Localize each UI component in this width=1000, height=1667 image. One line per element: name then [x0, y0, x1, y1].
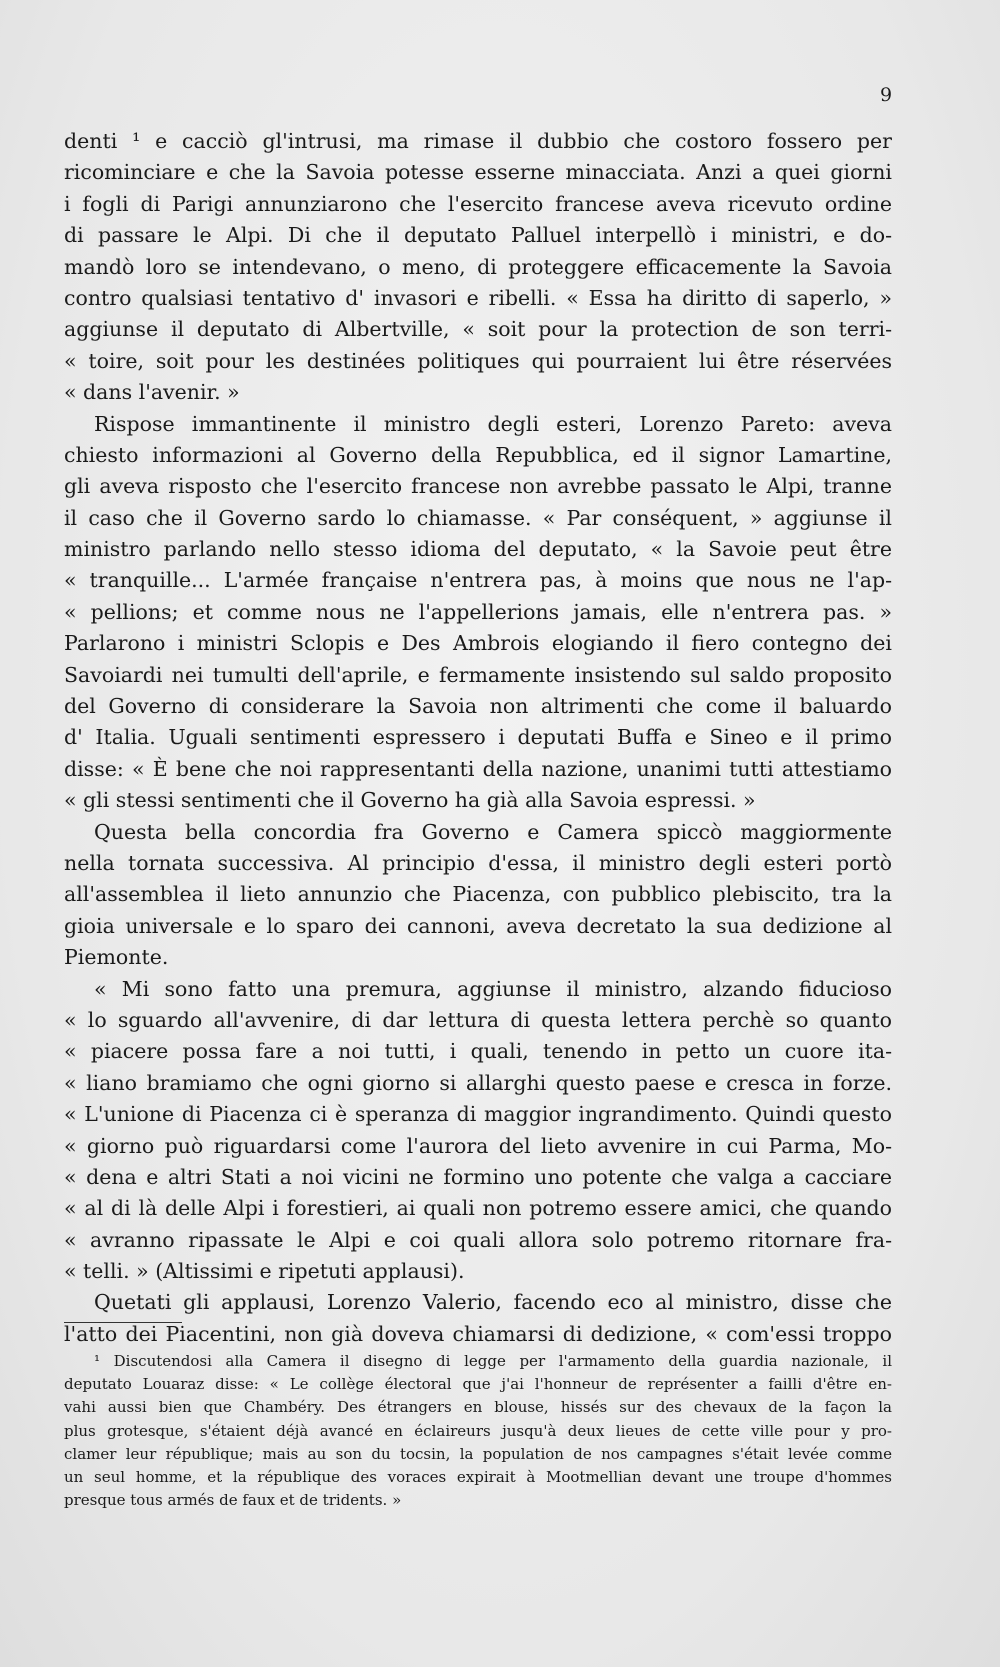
footnote-line: vahi aussi bien que Chambéry. Des étrangers en blouse, hissés sur des chevaux de la façon la — [64, 1398, 892, 1417]
body-line: « dans l'avenir. » — [64, 380, 240, 405]
body-line: « al di là delle Alpi i forestieri, ai quali non potremo essere amici, che quando — [64, 1196, 892, 1221]
body-line: contro qualsiasi tentativo d' invasori e ribelli. « Essa ha diritto di saperlo, » — [64, 285, 892, 310]
body-line: mandò loro se intendevano, o meno, di proteggere efficacemente la Savoia — [64, 254, 892, 279]
body-line: « tranquille... L'armée française n'entrera pas, à moins que nous ne l'ap- — [64, 568, 892, 593]
body-line: Piemonte. — [64, 945, 169, 970]
body-line: Quetati gli applausi, Lorenzo Valerio, facendo eco al ministro, disse che — [94, 1290, 892, 1315]
body-line: ministro parlando nello stesso idioma del deputato, « la Savoie peut être — [64, 537, 892, 562]
footnote-line: ¹ Discutendosi alla Camera il disegno di legge per l'armamento della guardia nazionale, il — [94, 1352, 892, 1370]
body-line: gioia universale e lo sparo dei cannoni, aveva decretato la sua dedizione al — [64, 913, 892, 938]
footnote-line: un seul homme, et la république des voraces expirait à Mootmellian devant une troupe d'hommes — [64, 1467, 892, 1486]
body-line: « giorno può riguardarsi come l'aurora del lieto avvenire in cui Parma, Mo- — [64, 1133, 892, 1158]
body-line: « gli stessi sentimenti che il Governo ha già alla Savoia espressi. » — [64, 788, 756, 813]
body-line: « piacere possa fare a noi tutti, i quali, tenendo in petto un cuore ita- — [64, 1039, 892, 1064]
body-line: « toire, soit pour les destinées politiques qui pourraient lui être réservées — [64, 348, 892, 373]
body-line: d' Italia. Uguali sentimenti espressero i deputati Buffa e Sineo e il primo — [64, 725, 892, 750]
body-line: disse: « È bene che noi rappresentanti della nazione, unanimi tutti attestiamo — [64, 756, 892, 781]
body-line: « pellions; et comme nous ne l'appellerions jamais, elle n'entrera pas. » — [64, 599, 892, 624]
body-line: Parlarono i ministri Sclopis e Des Ambrois elogiando il fiero contegno dei — [64, 631, 892, 656]
body-line: chiesto informazioni al Governo della Repubblica, ed il signor Lamartine, — [64, 442, 892, 467]
footnote-line: clamer leur république; mais au son du tocsin, la population de nos campagnes s'était levée comme — [64, 1444, 892, 1463]
footnote-line: plus grotesque, s'étaient déjà avancé en éclaireurs jusqu'à deux lieues de cette ville pour y pro- — [64, 1421, 892, 1440]
body-line: all'assemblea il lieto annunzio che Piacenza, con pubblico plebiscito, tra la — [64, 882, 892, 907]
body-line: di passare le Alpi. Di che il deputato Palluel interpellò i ministri, e do- — [64, 223, 892, 248]
footnote — [64, 1350, 892, 1512]
body-line: Rispose immantinente il ministro degli esteri, Lorenzo Pareto: aveva — [94, 411, 892, 436]
footnote-line: deputato Louaraz disse: « Le collège électoral que j'ai l'honneur de représenter a failli d'être en- — [64, 1375, 892, 1394]
page-number: 9 — [880, 84, 893, 106]
body-line: « dena e altri Stati a noi vicini ne formino uno potente che valga a cacciare — [64, 1164, 892, 1189]
footnote-divider — [64, 1322, 182, 1323]
body-line: « L'unione di Piacenza ci è speranza di maggior ingrandimento. Quindi questo — [64, 1102, 892, 1127]
body-line: « avranno ripassate le Alpi e coi quali allora solo potremo ritornare fra- — [64, 1227, 892, 1252]
body-line: « telli. » (Altissimi e ripetuti applausi). — [64, 1259, 465, 1284]
body-line: denti ¹ e cacciò gl'intrusi, ma rimase il dubbio che costoro fossero per — [64, 129, 892, 153]
body-line: gli aveva risposto che l'esercito francese non avrebbe passato le Alpi, tranne — [64, 474, 892, 499]
footnote-line: presque tous armés de faux et de tridents. » — [64, 1491, 402, 1510]
body-line: del Governo di considerare la Savoia non altrimenti che come il baluardo — [64, 694, 892, 719]
body-line: « Mi sono fatto una premura, aggiunse il ministro, alzando fiducioso — [94, 976, 892, 1001]
body-line: nella tornata successiva. Al principio d'essa, il ministro degli esteri portò — [64, 850, 892, 875]
body-line: Savoiardi nei tumulti dell'aprile, e fermamente insistendo sul saldo proposito — [64, 662, 892, 687]
body-line: « lo sguardo all'avvenire, di dar lettura di questa lettera perchè so quanto — [64, 1007, 892, 1032]
body-line: l'atto dei Piacentini, non già doveva chiamarsi di dedizione, « com'essi troppo — [64, 1321, 892, 1346]
body-line: ricominciare e che la Savoia potesse esserne minacciata. Anzi a quei giorni — [64, 160, 892, 185]
body-line: aggiunse il deputato di Albertville, « soit pour la protection de son terri- — [64, 317, 892, 342]
body-line: il caso che il Governo sardo lo chiamasse. « Par conséquent, » aggiunse il — [64, 505, 892, 530]
body-line: Questa bella concordia fra Governo e Camera spiccò maggiormente — [94, 819, 892, 844]
body-line: « liano bramiamo che ogni giorno si allarghi questo paese e cresca in forze. — [64, 1070, 892, 1095]
body-line: i fogli di Parigi annunziarono che l'esercito francese aveva ricevuto ordine — [64, 191, 892, 216]
body-text — [64, 126, 892, 1350]
